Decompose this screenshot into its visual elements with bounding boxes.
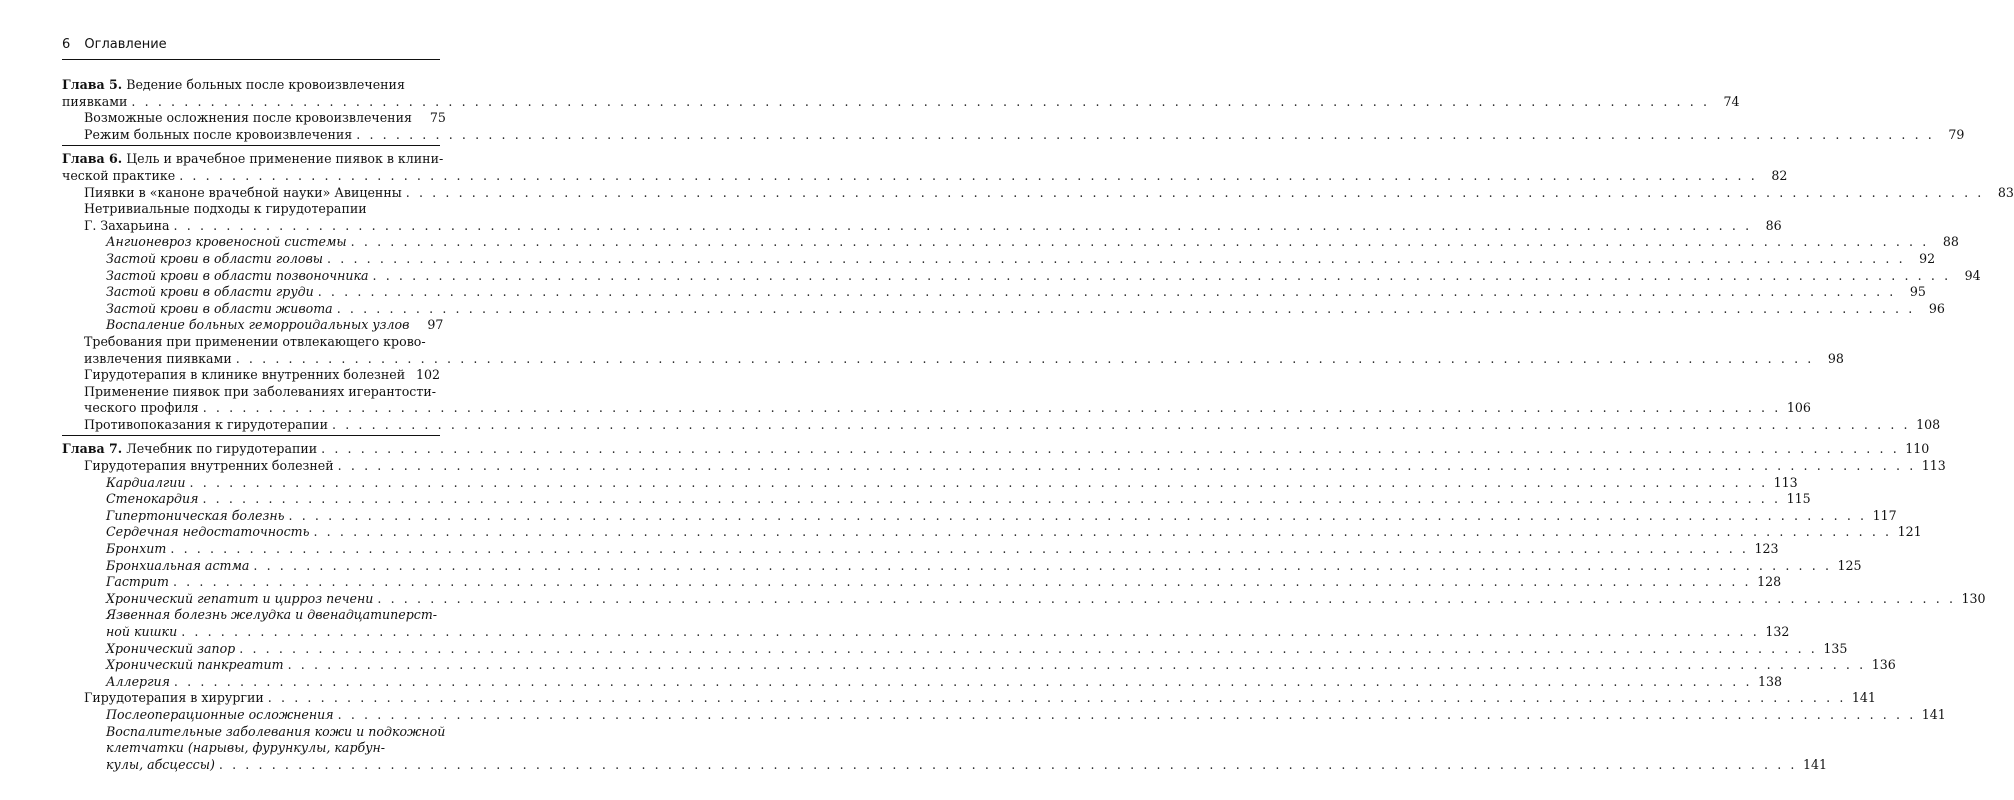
toc-dot-leader: . . . . . . . . . . . . . . . . . . . . . . . . . . . . . . . . . . . . . . . . . . . . . . . . . . . . . . . . . . . . . . . . . . . . . . . . . . . . . . . . . . . . . . . . . . . . . . . . . . . . . . . . . . . . . . . . . . . . . . . . [253, 557, 1832, 573]
toc-dot-leader: . . . . . . . . . . . . . . . . . . . . . . . . . . . . . . . . . . . . . . . . . . . . . . . . . . . . . . . . . . . . . . . . . . . . . . . . . . . . . . . . . . . . . . . . . . . . . . . . . . . . . . . . . . . . . . . . . . . . . . . . [317, 284, 1896, 300]
toc-page-number: 82 [1771, 167, 1788, 183]
toc-dot-leader: . . . . . . . . . . . . . . . . . . . . . . . . . . . . . . . . . . . . . . . . . . . . . . . . . . . . . . . . . . . . . . . . . . . . . . . . . . . . . . . . . . . . . . . . . . . . . . . . . . . . . . . . . . . . . . . . . . . . . . . . [377, 590, 1956, 606]
toc-entry [106, 607, 440, 624]
toc-entry [106, 524, 1922, 541]
toc-entry [106, 657, 1896, 674]
toc-entry-title: Кардиалгии [106, 474, 186, 490]
toc-entry [106, 300, 1945, 318]
toc-dot-leader: . . . . . . . . . . . . . . . . . . . . . . . . . . . . . . . . . . . . . . . . . . . . . . . . . . . . . . . . . . . . . . . . . . . . . . . . . . . . . . . . . . . . . . . . . . . . . . . . . . . . . . . . . . . . . . . . . . . . . . . . [356, 126, 1935, 142]
toc-entry [106, 740, 440, 757]
toc-page-number: 113 [1773, 474, 1798, 490]
toc-dot-leader: . . . . . . . . . . . . . . . . . . . . . . . . . . . . . . . . . . . . . . . . . . . . . . . . . . . . . . . . . . . . . . . . . . . . . . . . . . . . . . . . . . . . . . . . . . . . . . . . . . . . . . . . . . . . . . . . . . . . . . . . [235, 350, 1814, 366]
toc-dot-leader: . . . . . . . . . . . . . . . . . . . . . . . . . . . . . . . . . . . . . . . . . . . . . . . . . . . . . . . . . . . . . . . . . . . . . . . . . . . . . . . . . . . . . . . . . . . . . . . . . . . . . . . . . . . . . . . . . . . . . . . . [337, 706, 1916, 722]
toc-page-number: 117 [1872, 507, 1897, 523]
toc-entry [62, 441, 1930, 458]
toc-chapter-number: Глава 6. [62, 151, 123, 167]
toc-page-number: 94 [1964, 267, 1981, 283]
toc-entry-title: Нетривиальные подходы к гирудотерапии [84, 201, 367, 217]
toc-entry-title: Хронический запор [106, 640, 236, 656]
toc-entry [84, 400, 1811, 417]
toc-chapter-block [62, 435, 1986, 775]
page-number: 6 [62, 37, 71, 52]
toc-entry-title: Застой крови в области головы [106, 250, 324, 266]
toc-dot-leader: . . . . . . . . . . . . . . . . . . . . . . . . . . . . . . . . . . . . . . . . . . . . . . . . . . . . . . . . . . . . . . . . . . . . . . . . . . . . . . . . . . . . . . . . . . . . . . . . . . . . . . . . . . . . . . . . . . . . . . . . [202, 491, 1781, 507]
toc-entry [106, 557, 1862, 575]
toc-page-number: 102 [415, 367, 440, 383]
toc-dot-leader: . . . . . . . . . . . . . . . . . . . . . . . . . . . . . . . . . . . . . . . . . . . . . . . . . . . . . . . . . . . . . . . . . . . . . . . . . . . . . . . . . . . . . . . . . . . . . . . . . . . . . . . . . . . . . . . . . . . . . . . . [189, 474, 1768, 490]
toc-dot-leader: . . . . . . . . . . . . . . . . . . . . . . . . . . . . . . . . . . . . . . . . . . . . . . . . . . . . . . . . . . . . . . . . . . . . . . . . . . . . . . . . . . . . . . . . . . . . . . . . . . . . . . . . . . . . . . . . . . . . . . . . [267, 690, 1846, 706]
toc-page-number: 110 [1905, 441, 1930, 457]
toc-dot-leader: . . . . . . . . . . . . . . . . . . . . . . . . . . . . . . . . . . . . . . . . . . . . . . . . . . . . . . . . . . . . . . . . . . . . . . . . . . . . . . . . . . . . . . . . . . . . . . . . . . . . . . . . . . . . . . . . . . . . . . . . [336, 300, 1915, 316]
toc-entry-title: Применение пиявок при заболеваниях игерантости- [84, 383, 436, 399]
toc-entry-title: Стенокардия [106, 491, 199, 507]
toc-entry-title: Застой крови в области живота [106, 300, 333, 316]
toc-page-number: 130 [1961, 590, 1986, 606]
toc-page-number: 136 [1871, 657, 1896, 673]
toc-page-number: 138 [1758, 673, 1783, 689]
toc-entry-title: Гирудотерапия в клинике внутренних болезней [84, 367, 406, 383]
toc-page-number: 123 [1754, 541, 1779, 557]
toc-entry-title: Лечебник по гирудотерапии [126, 441, 318, 457]
toc-page-number: 108 [1916, 416, 1941, 432]
toc-entry [106, 673, 1783, 691]
toc-dot-leader: . . . . . . . . . . . . . . . . . . . . . . . . . . . . . . . . . . . . . . . . . . . . . . . . . . . . . . . . . . . . . . . . . . . . . . . . . . . . . . . . . . . . . . . . . . . . . . . . . . . . . . . . . . . . . . . . . . . . . . . . [327, 250, 1906, 266]
toc-entry-title: Хронический гепатит и цирроз печени [106, 590, 374, 606]
toc-entry [84, 217, 1782, 235]
toc-entry-title: Ангионевроз кровеносной системы [106, 234, 347, 250]
toc-entry-title: Цель и врачебное применение пиявок в клини- [126, 151, 444, 167]
toc-entry-title: Воспаление больных геморроидальных узлов [106, 317, 410, 333]
toc-entry [106, 267, 1981, 285]
toc-page-number: 83 [1997, 184, 2014, 200]
toc-dot-leader: . . . . . . . . . . . . . . . . . . . . . . . . . . . . . . . . . . . . . . . . . . . . . . . . . . . . . . . . . . . . . . . . . . . . . . . . . . . . . . . . . . . . . . . . . . . . . . . . . . . . . . . . . . . . . . . . . . . . . . . . [218, 756, 1798, 772]
toc-entry [84, 690, 1876, 707]
toc-entry [106, 541, 1779, 558]
toc-entry [62, 93, 1740, 111]
toc-entry [106, 706, 1946, 724]
toc-entry [106, 491, 1811, 508]
toc-entry [84, 350, 1844, 368]
toc-page-number: 141 [1921, 706, 1946, 722]
toc-entry-title: ческой практике [62, 167, 176, 183]
toc-entry-title: ческого профиля [84, 400, 199, 416]
toc-entry [106, 234, 1959, 251]
toc-page-number: 141 [1851, 690, 1876, 706]
toc-dot-leader: . . . . . . . . . . . . . . . . . . . . . . . . . . . . . . . . . . . . . . . . . . . . . . . . . . . . . . . . . . . . . . . . . . . . . . . . . . . . . . . . . . . . . . . . . . . . . . . . . . . . . . . . . . . . . . . . . . . . . . . . [131, 93, 1710, 109]
toc-dot-leader: . . . . . . . . . . . . . . . . . . . . . . . . . . . . . . . . . . . . . . . . . . . . . . . . . . . . . . . . . . . . . . . . . . . . . . . . . . . . . . . . . . . . . . . . . . . . . . . . . . . . . . . . . . . . . . . . . . . . . . . . [372, 267, 1951, 283]
toc-entry [84, 110, 446, 127]
toc-entry [106, 756, 1828, 774]
toc-page-number: 106 [1786, 400, 1811, 416]
toc-entry-title: Хронический панкреатит [106, 657, 284, 673]
toc-entry [84, 201, 440, 218]
toc-dot-leader: . . . . . . . . . . . . . . . . . . . . . . . . . . . . . . . . . . . . . . . . . . . . . . . . . . . . . . . . . . . . . . . . . . . . . . . . . . . . . . . . . . . . . . . . . . . . . . . . . . . . . . . . . . . . . . . . . . . . . . . . [288, 507, 1867, 523]
table-of-contents [62, 72, 2014, 775]
toc-dot-leader: . . . . . . . . . . . . . . . . . . . . . . . . . . . . . . . . . . . . . . . . . . . . . . . . . . . . . . . . . . . . . . . . . . . . . . . . . . . . . . . . . . . . . . . . . . . . . . . . . . . . . . . . . . . . . . . . . . . . . . . . [337, 458, 1916, 474]
toc-entry [106, 250, 1936, 268]
toc-entry-title: Гирудотерапия внутренних болезней [84, 458, 334, 474]
toc-entry-title: Застой крови в области груди [106, 284, 314, 300]
toc-chapter-number: Глава 5. [62, 77, 123, 92]
header-rule [62, 59, 440, 60]
toc-page-number: 92 [1919, 250, 1936, 266]
toc-entry-title: Гирудотерапия в хирургии [84, 690, 264, 706]
toc-entry-title: Требования при применении отвлекающего крово- [84, 333, 426, 349]
toc-dot-leader: . . . . . . . . . . . . . . . . . . . . . . . . . . . . . . . . . . . . . . . . . . . . . . . . . . . . . . . . . . . . . . . . . . . . . . . . . . . . . . . . . . . . . . . . . . . . . . . . . . . . . . . . . . . . . . . . . . . . . . . . [181, 624, 1760, 639]
toc-entry [106, 723, 446, 741]
toc-entry-title: клетчатки (нарывы, фурункулы, карбун- [106, 740, 386, 756]
toc-entry-title: Застой крови в области позвоночника [106, 267, 369, 283]
toc-entry-title: Послеоперационные осложнения [106, 706, 334, 722]
toc-entry [62, 151, 444, 168]
toc-dot-leader: . . . . . . . . . . . . . . . . . . . . . . . . . . . . . . . . . . . . . . . . . . . . . . . . . . . . . . . . . . . . . . . . . . . . . . . . . . . . . . . . . . . . . . . . . . . . . . . . . . . . . . . . . . . . . . . . . . . . . . . . [321, 441, 1900, 457]
toc-page-number: 88 [1942, 234, 1959, 250]
toc-dot-leader: . . . . . . . . . . . . . . . . . . . . . . . . . . . . . . . . . . . . . . . . . . . . . . . . . . . . . . . . . . . . . . . . . . . . . . . . . . . . . . . . . . . . . . . . . . . . . . . . . . . . . . . . . . . . . . . . . . . . . . . . [313, 524, 1892, 540]
toc-dot-leader: . . . . . . . . . . . . . . . . . . . . . . . . . . . . . . . . . . . . . . . . . . . . . . . . . . . . . . . . . . . . . . . . . . . . . . . . . . . . . . . . . . . . . . . . . . . . . . . . . . . . . . . . . . . . . . . . . . . . . . . . [170, 541, 1749, 557]
toc-entry-title: Гипертоническая болезнь [106, 507, 285, 523]
toc-entry [84, 416, 1941, 434]
toc-entry-title: Бронхиальная астма [106, 557, 250, 573]
toc-entry-title: Гастрит [106, 574, 169, 590]
toc-entry [106, 624, 1790, 641]
toc-dot-leader [409, 367, 410, 384]
toc-dot-leader: . . . . . . . . . . . . . . . . . . . . . . . . . . . . . . . . . . . . . . . . . . . . . . . . . . . . . . . . . . . . . . . . . . . . . . . . . . . . . . . . . . . . . . . . . . . . . . . . . . . . . . . . . . . . . . . . . . . . . . . . [239, 640, 1818, 656]
toc-chapter-block [62, 72, 1965, 145]
toc-dot-leader: . . . . . . . . . . . . . . . . . . . . . . . . . . . . . . . . . . . . . . . . . . . . . . . . . . . . . . . . . . . . . . . . . . . . . . . . . . . . . . . . . . . . . . . . . . . . . . . . . . . . . . . . . . . . . . . . . . . . . . . . [179, 167, 1758, 183]
toc-entry-title: Язвенная болезнь желудка и двенадцатиперст- [106, 607, 438, 623]
toc-entry-title: Пиявки в «каноне врачебной науки» Авиценны [84, 184, 402, 200]
toc-entry-title: Бронхит [106, 541, 167, 557]
toc-page-number: 97 [427, 317, 444, 333]
toc-entry-title: Сердечная недостаточность [106, 524, 310, 540]
toc-dot-leader: . . . . . . . . . . . . . . . . . . . . . . . . . . . . . . . . . . . . . . . . . . . . . . . . . . . . . . . . . . . . . . . . . . . . . . . . . . . . . . . . . . . . . . . . . . . . . . . . . . . . . . . . . . . . . . . . . . . . . . . . [287, 657, 1866, 673]
toc-entry [62, 77, 440, 94]
page-title: Оглавление [84, 37, 167, 52]
toc-entry [106, 284, 1926, 301]
toc-dot-leader: . . . . . . . . . . . . . . . . . . . . . . . . . . . . . . . . . . . . . . . . . . . . . . . . . . . . . . . . . . . . . . . . . . . . . . . . . . . . . . . . . . . . . . . . . . . . . . . . . . . . . . . . . . . . . . . . . . . . . . . . [202, 400, 1781, 416]
toc-entry-title: пиявками [62, 93, 128, 109]
toc-chapter-number: Глава 7. [62, 441, 123, 457]
toc-page-number: 96 [1928, 300, 1945, 316]
toc-page-number: 121 [1897, 524, 1922, 540]
toc-entry [106, 317, 444, 334]
toc-entry-title: Аллергия [106, 673, 170, 689]
toc-entry [84, 367, 440, 384]
toc-entry [84, 126, 1965, 144]
toc-page-number: 113 [1921, 458, 1946, 474]
toc-entry-title: Г. Захарьина [84, 217, 170, 233]
toc-dot-leader: . . . . . . . . . . . . . . . . . . . . . . . . . . . . . . . . . . . . . . . . . . . . . . . . . . . . . . . . . . . . . . . . . . . . . . . . . . . . . . . . . . . . . . . . . . . . . . . . . . . . . . . . . . . . . . . . . . . . . . . . [173, 673, 1753, 689]
toc-page-number: 125 [1837, 557, 1862, 573]
toc-entry [106, 574, 1782, 591]
toc-chapter-block [62, 145, 2014, 435]
toc-entry [62, 167, 1788, 185]
toc-entry [84, 334, 440, 351]
toc-dot-leader: . . . . . . . . . . . . . . . . . . . . . . . . . . . . . . . . . . . . . . . . . . . . . . . . . . . . . . . . . . . . . . . . . . . . . . . . . . . . . . . . . . . . . . . . . . . . . . . . . . . . . . . . . . . . . . . . . . . . . . . . [350, 234, 1929, 250]
toc-entry-title: Ведение больных после кровоизвлечения [126, 77, 405, 92]
toc-entry-title: извлечения пиявками [84, 350, 232, 366]
toc-page-number: 95 [1909, 284, 1926, 300]
toc-entry [106, 507, 1897, 525]
running-head [62, 37, 167, 52]
toc-entry-title: Возможные осложнения после кровоизвлечения [84, 110, 412, 126]
toc-entry [106, 640, 1848, 658]
toc-dot-leader: . . . . . . . . . . . . . . . . . . . . . . . . . . . . . . . . . . . . . . . . . . . . . . . . . . . . . . . . . . . . . . . . . . . . . . . . . . . . . . . . . . . . . . . . . . . . . . . . . . . . . . . . . . . . . . . . . . . . . . . . [172, 574, 1752, 590]
toc-page-number: 115 [1786, 491, 1811, 507]
toc-entry [84, 384, 440, 401]
toc-entry-title: Воспалительные заболевания кожи и подкожной [106, 723, 446, 739]
toc-entry [106, 474, 1798, 492]
toc-entry [106, 590, 1986, 608]
toc-page-number: 79 [1948, 126, 1965, 142]
toc-page-number: 135 [1823, 640, 1848, 656]
toc-entry [84, 184, 2014, 202]
toc-page-number: 98 [1827, 350, 1844, 366]
toc-page-number: 74 [1723, 93, 1740, 109]
toc-page-number: 128 [1757, 574, 1782, 590]
toc-dot-leader: . . . . . . . . . . . . . . . . . . . . . . . . . . . . . . . . . . . . . . . . . . . . . . . . . . . . . . . . . . . . . . . . . . . . . . . . . . . . . . . . . . . . . . . . . . . . . . . . . . . . . . . . . . . . . . . . . . . . . . . . [331, 416, 1911, 432]
toc-entry [84, 458, 1946, 475]
toc-entry-title: Противопоказания к гирудотерапии [84, 416, 328, 432]
toc-entry-title: ной кишки [106, 624, 178, 639]
toc-page-number: 75 [429, 110, 446, 126]
toc-page-number: 141 [1803, 756, 1828, 772]
toc-entry-title: Режим больных после кровоизвлечения [84, 126, 353, 142]
toc-page-number: 86 [1765, 217, 1782, 233]
toc-entry-title: кулы, абсцессы) [106, 756, 215, 772]
toc-dot-leader: . . . . . . . . . . . . . . . . . . . . . . . . . . . . . . . . . . . . . . . . . . . . . . . . . . . . . . . . . . . . . . . . . . . . . . . . . . . . . . . . . . . . . . . . . . . . . . . . . . . . . . . . . . . . . . . . . . . . . . . . [173, 217, 1752, 233]
toc-dot-leader: . . . . . . . . . . . . . . . . . . . . . . . . . . . . . . . . . . . . . . . . . . . . . . . . . . . . . . . . . . . . . . . . . . . . . . . . . . . . . . . . . . . . . . . . . . . . . . . . . . . . . . . . . . . . . . . . . . . . . . . . [405, 184, 1984, 200]
toc-page-number: 132 [1765, 624, 1790, 639]
